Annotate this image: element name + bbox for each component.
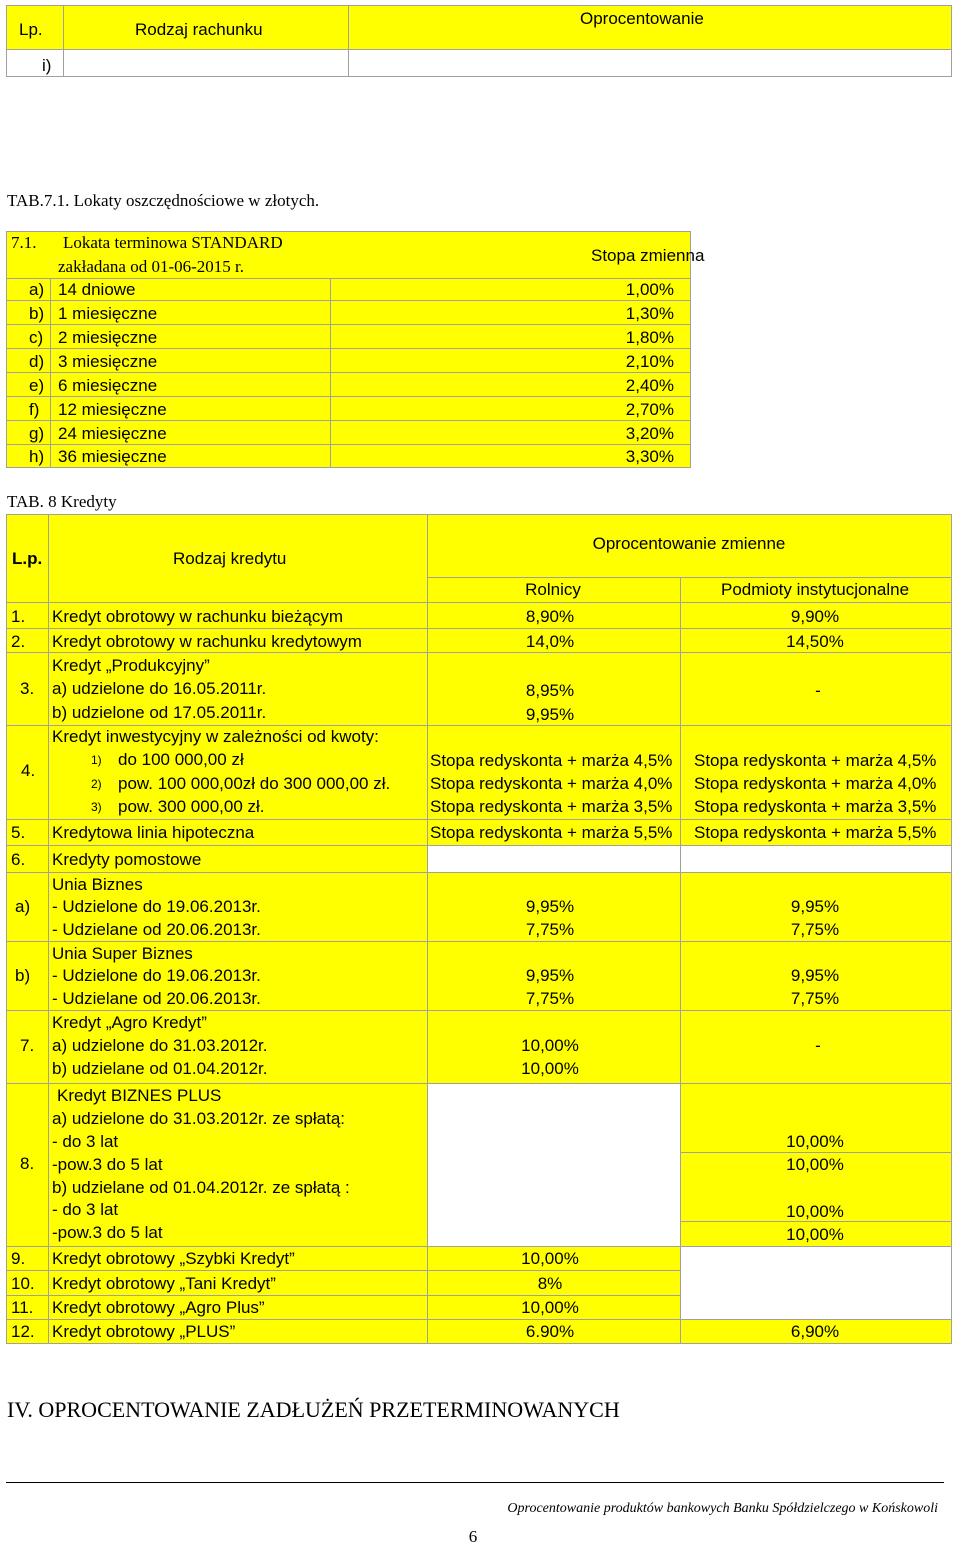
rate-rolnicy: 9,95% xyxy=(525,966,575,985)
rate-rolnicy: 10,00% xyxy=(521,1298,579,1317)
divider xyxy=(6,49,952,50)
rate-rolnicy: 6.90% xyxy=(525,1322,575,1341)
rate-podmioty: Stopa redyskonta + marża 5,5% xyxy=(694,823,937,842)
divider xyxy=(6,5,7,77)
row-title: Kredyt „Agro Kredyt” xyxy=(52,1013,207,1032)
row-name: Kredyt obrotowy w rachunku kredytowym xyxy=(52,632,362,651)
empty-cell xyxy=(427,846,680,873)
divider xyxy=(427,577,952,578)
divider xyxy=(6,1083,952,1084)
row-name: 24 miesięczne xyxy=(58,424,167,443)
rate-podmioty: 10,00% xyxy=(786,1202,844,1221)
col-oprocentowanie: Oprocentowanie xyxy=(580,9,704,28)
col-lp: L.p. xyxy=(12,549,43,568)
rate-podmioty: 9,90% xyxy=(790,607,840,626)
divider xyxy=(63,5,64,77)
row-number: a) xyxy=(15,897,31,916)
row-number: 9. xyxy=(11,1249,26,1268)
row-letter: g) xyxy=(29,424,45,443)
item-number: 3) xyxy=(91,800,102,814)
row-label: i) xyxy=(42,56,52,75)
row-rate: 1,80% xyxy=(625,328,674,347)
deposit-title: Lokata terminowa STANDARD xyxy=(63,233,283,252)
rate-rolnicy: Stopa redyskonta + marża 4,0% xyxy=(430,774,673,793)
row-name: 1 miesięczne xyxy=(58,304,158,323)
col-podmioty: Podmioty instytucjonalne xyxy=(720,580,910,599)
row-number: 10. xyxy=(11,1274,35,1293)
divider xyxy=(6,872,952,873)
row-subline: - Udzielone do 19.06.2013r. xyxy=(52,966,261,985)
rate-rolnicy: Stopa redyskonta + marża 4,5% xyxy=(430,751,673,770)
rate-podmioty: 6,90% xyxy=(790,1322,840,1341)
divider xyxy=(6,420,690,421)
row-title: Kredyt BIZNES PLUS xyxy=(57,1086,222,1105)
rate-podmioty: Stopa redyskonta + marża 4,5% xyxy=(694,751,937,770)
divider xyxy=(951,514,952,1344)
row-subline: a) udzielone do 31.03.2012r. ze spłatą: xyxy=(52,1109,345,1128)
row-rate: 1,00% xyxy=(625,280,674,299)
row-name: Kredyt obrotowy „Szybki Kredyt” xyxy=(52,1249,295,1268)
divider xyxy=(6,444,690,445)
row-letter: h) xyxy=(29,447,45,466)
divider xyxy=(6,76,952,77)
divider xyxy=(6,845,952,846)
rate-rolnicy: 14,0% xyxy=(525,632,575,651)
rate-podmioty: 10,00% xyxy=(786,1155,844,1174)
divider xyxy=(427,514,428,1344)
section-iv-heading: IV. OPROCENTOWANIE ZADŁUŻEŃ PRZETERMINOWANYCH xyxy=(7,1397,620,1422)
divider xyxy=(6,819,952,820)
col-rodzaj-rachunku: Rodzaj rachunku xyxy=(135,20,263,39)
row-number: 6. xyxy=(11,850,26,869)
item-text: do 100 000,00 zł xyxy=(118,750,244,769)
divider xyxy=(690,231,691,468)
row-letter: f) xyxy=(29,400,40,419)
divider xyxy=(6,467,690,468)
row-subline: a) udzielone do 31.03.2012r. xyxy=(52,1036,268,1055)
row-name: Kredyty pomostowe xyxy=(52,850,202,869)
rate-rolnicy: 8,90% xyxy=(525,607,575,626)
row-letter: e) xyxy=(29,376,45,395)
item-number: 1) xyxy=(91,753,102,767)
row-subline: a) udzielone do 16.05.2011r. xyxy=(52,679,267,698)
rate-rolnicy: 8% xyxy=(537,1274,563,1293)
rate-rolnicy: 10,00% xyxy=(521,1059,579,1078)
row-subline: - Udzielane od 20.06.2013r. xyxy=(52,989,261,1008)
rate-podmioty: 9,95% xyxy=(790,897,840,916)
footer-rule xyxy=(6,1482,944,1483)
footer-text: Oprocentowanie produktów bankowych Banku Spółdzielczego w Końskowoli xyxy=(507,1501,938,1516)
item-number: 2) xyxy=(91,777,102,791)
rate-podmioty: - xyxy=(815,681,821,700)
row-rate: 3,20% xyxy=(625,424,674,443)
rate-podmioty: 7,75% xyxy=(790,989,840,1008)
row-number: 3. xyxy=(20,679,35,698)
rate-rolnicy: 8,95% xyxy=(525,681,575,700)
rate-rolnicy: 10,00% xyxy=(521,1249,579,1268)
row-letter: c) xyxy=(29,328,44,347)
col-oprocentowanie-zmienne: Oprocentowanie zmienne xyxy=(592,534,786,553)
divider xyxy=(680,1152,952,1153)
row-letter: a) xyxy=(29,280,45,299)
row-subline: - Udzielone do 19.06.2013r. xyxy=(52,897,261,916)
row-letter: b) xyxy=(29,304,45,323)
rate-podmioty: 9,95% xyxy=(790,966,840,985)
divider xyxy=(6,628,952,629)
row-name: 36 miesięczne xyxy=(58,447,167,466)
row-subline: - do 3 lat xyxy=(52,1200,119,1219)
row-number: 2. xyxy=(11,632,26,651)
rate-podmioty: 14,50% xyxy=(786,632,844,651)
divider xyxy=(6,602,952,603)
divider xyxy=(6,941,952,942)
row-name: Kredyt obrotowy „Tani Kredyt” xyxy=(52,1274,276,1293)
row-subline: - do 3 lat xyxy=(52,1132,119,1151)
row-name: 2 miesięczne xyxy=(58,328,158,347)
divider xyxy=(6,1010,952,1011)
divider xyxy=(348,5,349,77)
divider xyxy=(951,5,952,77)
rate-podmioty: Stopa redyskonta + marża 3,5% xyxy=(694,797,937,816)
row-subline: b) udzielane od 01.04.2012r. xyxy=(52,1059,268,1078)
row-name: 14 dniowe xyxy=(58,280,136,299)
divider xyxy=(6,652,952,653)
divider xyxy=(330,278,331,468)
divider xyxy=(6,231,7,468)
divider xyxy=(6,5,952,6)
rate-rolnicy: 7,75% xyxy=(525,989,575,1008)
row-subline: b) udzielane od 01.04.2012r. ze spłatą : xyxy=(52,1178,350,1197)
row-number: b) xyxy=(15,966,31,985)
row-rate: 3,30% xyxy=(625,447,674,466)
row-number: 12. xyxy=(11,1322,35,1341)
col-rolnicy: Rolnicy xyxy=(525,580,581,599)
col-lp: Lp. xyxy=(19,20,43,39)
empty-cell xyxy=(427,1084,680,1247)
item-text: pow. 100 000,00zł do 300 000,00 zł. xyxy=(118,774,391,793)
row-title: Kredyt inwestycyjny w zależności od kwoty: xyxy=(52,727,379,746)
divider xyxy=(6,372,690,373)
row-name: Kredyt obrotowy w rachunku bieżącym xyxy=(52,607,344,626)
row-name: 12 miesięczne xyxy=(58,400,167,419)
row-subline: -pow.3 do 5 lat xyxy=(52,1223,163,1242)
tab8-heading: TAB. 8 Kredyty xyxy=(7,492,117,511)
row-subline: -pow.3 do 5 lat xyxy=(52,1155,163,1174)
row-number: 5. xyxy=(11,823,26,842)
divider xyxy=(6,231,690,232)
row-name: Kredyt obrotowy „Agro Plus” xyxy=(52,1298,265,1317)
rate-rolnicy: 9,95% xyxy=(525,705,575,724)
divider xyxy=(48,514,49,1344)
row-rate: 2,70% xyxy=(625,400,674,419)
row-letter: d) xyxy=(29,352,45,371)
divider xyxy=(6,324,690,325)
row-number: 11. xyxy=(11,1298,34,1317)
section-heading: TAB.7.1. Lokaty oszczędnościowe w złotych. xyxy=(7,191,320,210)
row-rate: 2,40% xyxy=(625,376,674,395)
empty-cell xyxy=(680,1247,952,1320)
deposit-subtitle: zakładana od 01-06-2015 r. xyxy=(58,257,244,276)
rate-podmioty: 10,00% xyxy=(786,1225,844,1244)
row-number: 7. xyxy=(20,1036,35,1055)
divider xyxy=(6,514,7,1344)
row-subline: b) udzielone od 17.05.2011r. xyxy=(52,703,267,722)
row-rate: 1,30% xyxy=(625,304,674,323)
divider xyxy=(6,514,952,515)
page-number: 6 xyxy=(468,1527,478,1546)
row-number: 4. xyxy=(21,761,36,780)
section-number: 7.1. xyxy=(11,233,37,252)
divider xyxy=(6,1270,680,1271)
rate-podmioty: Stopa redyskonta + marża 4,0% xyxy=(694,774,937,793)
divider xyxy=(6,1343,952,1344)
rate-rolnicy: 10,00% xyxy=(521,1036,579,1055)
rate-rolnicy: 9,95% xyxy=(525,897,575,916)
rate-rolnicy: 7,75% xyxy=(525,920,575,939)
divider xyxy=(6,725,952,726)
col-stopa-zmienna: Stopa zmienna xyxy=(591,246,705,265)
divider xyxy=(6,300,690,301)
row-name: Kredytowa linia hipoteczna xyxy=(52,823,255,842)
rate-rolnicy: Stopa redyskonta + marża 5,5% xyxy=(430,823,673,842)
row-name: 3 miesięczne xyxy=(58,352,158,371)
row-name: 6 miesięczne xyxy=(58,376,158,395)
divider xyxy=(6,396,690,397)
rate-podmioty: - xyxy=(815,1036,821,1055)
empty-cell xyxy=(680,846,952,873)
row-subline: - Udzielane od 20.06.2013r. xyxy=(52,920,261,939)
row-number: 1. xyxy=(11,607,26,626)
row-title: Unia Super Biznes xyxy=(52,944,193,963)
divider xyxy=(6,1319,952,1320)
rate-podmioty: 7,75% xyxy=(790,920,840,939)
row-number: 8. xyxy=(20,1154,35,1173)
row-rate: 2,10% xyxy=(625,352,674,371)
row-title: Unia Biznes xyxy=(52,875,143,894)
rate-rolnicy: Stopa redyskonta + marża 3,5% xyxy=(430,797,673,816)
divider xyxy=(6,1246,952,1247)
row-name: Kredyt obrotowy „PLUS” xyxy=(52,1322,236,1341)
divider xyxy=(6,278,690,279)
row-title: Kredyt „Produkcyjny” xyxy=(52,656,210,675)
rate-podmioty: 10,00% xyxy=(786,1132,844,1151)
divider xyxy=(50,278,51,468)
divider xyxy=(6,1295,680,1296)
divider xyxy=(680,577,681,1344)
col-rodzaj-kredytu: Rodzaj kredytu xyxy=(173,549,287,568)
divider xyxy=(6,348,690,349)
item-text: pow. 300 000,00 zł. xyxy=(118,797,265,816)
